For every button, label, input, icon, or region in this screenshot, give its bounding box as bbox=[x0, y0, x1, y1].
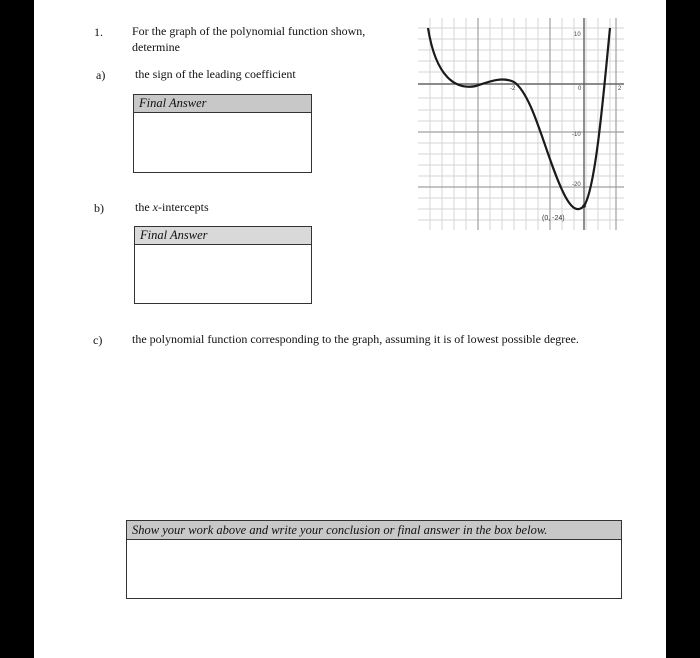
tick-label-y-neg10: -10 bbox=[572, 132, 581, 138]
part-a-label: a) bbox=[96, 68, 106, 82]
part-a-box-header: Final Answer bbox=[134, 95, 311, 113]
tick-label-y-neg20: -20 bbox=[572, 182, 581, 188]
point-label: (0, -24) bbox=[542, 215, 565, 222]
part-c-text: the polynomial function corresponding to the graph, assuming it is of lowest possible degree. bbox=[132, 332, 579, 346]
part-b-label: b) bbox=[94, 201, 104, 215]
part-b-box-header: Final Answer bbox=[135, 227, 311, 245]
work-box-header: Show your work above and write your conclusion or final answer in the box below. bbox=[127, 521, 621, 540]
polynomial-graph bbox=[418, 18, 624, 230]
tick-label-y10: 10 bbox=[574, 32, 581, 38]
tick-label-origin: 0 bbox=[578, 86, 582, 92]
graph-grid bbox=[418, 18, 624, 230]
part-a-answer-box[interactable] bbox=[133, 94, 312, 173]
work-answer-box[interactable] bbox=[126, 520, 622, 599]
part-c-label: c) bbox=[93, 333, 103, 347]
worksheet-page bbox=[34, 0, 666, 658]
part-b-answer-box[interactable] bbox=[134, 226, 312, 304]
question-prompt-line1: For the graph of the polynomial function shown, bbox=[132, 24, 366, 38]
question-prompt-line2: determine bbox=[132, 40, 180, 54]
question-number: 1. bbox=[94, 25, 103, 39]
tick-label-x2: 2 bbox=[618, 86, 622, 92]
part-b-text: the x-intercepts bbox=[135, 200, 209, 214]
part-a-text: the sign of the leading coefficient bbox=[135, 67, 296, 81]
tick-label-x-neg2: -2 bbox=[510, 86, 516, 92]
polynomial-curve bbox=[428, 28, 610, 209]
y-intercept-point bbox=[582, 204, 586, 208]
